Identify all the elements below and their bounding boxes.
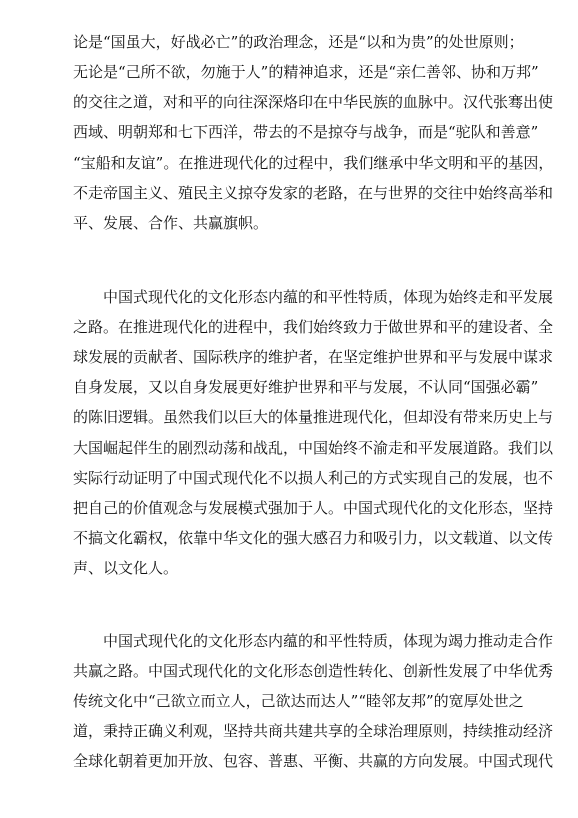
text-line: 自身发展，又以自身发展更好维护世界和平与发展，不认同“国强必霸”: [73, 378, 539, 396]
text-line: 球发展的贡献者、国际秩序的维护者，在坚定维护世界和平与发展中谋求: [73, 348, 554, 366]
text-line: 中国式现代化的文化形态内蕴的和平性特质，体现为始终走和平发展: [103, 288, 554, 306]
text-line: 中国式现代化的文化形态内蕴的和平性特质，体现为竭力推动走合作: [103, 632, 554, 650]
text-line: “宝船和友谊”。在推进现代化的过程中，我们继承中华文明和平的基因，: [73, 154, 554, 172]
text-line: 平、发展、合作、共赢旗帜。: [73, 214, 269, 232]
text-line: 声、以文化人。: [73, 559, 179, 577]
text-line: 共赢之路。中国式现代化的文化形态创造性转化、创新性发展了中华优秀: [73, 662, 554, 680]
text-line: 之路。在推进现代化的进程中，我们始终致力于做世界和平的建设者、全: [73, 318, 554, 336]
text-line: 的交往之道，对和平的向往深深烙印在中华民族的血脉中。汉代张骞出使: [73, 93, 554, 111]
text-line: 不搞文化霸权，依靠中华文化的强大感召力和吸引力，以文载道、以文传: [73, 529, 554, 547]
text-line: 大国崛起伴生的剧烈动荡和战乱，中国始终不渝走和平发展道路。我们以: [73, 439, 554, 457]
text-line: 道，秉持正确义利观，坚持共商共建共享的全球治理原则，持续推动经济: [73, 722, 554, 740]
text-line: 的陈旧逻辑。虽然我们以巨大的体量推进现代化，但却没有带来历史上与: [73, 408, 554, 426]
text-line: 论是“国虽大，好战必亡”的政治理念，还是“以和为贵”的处世原则；: [73, 33, 524, 51]
text-line: 西域、明朝郑和七下西洋，带去的不是掠夺与战争，而是“驼队和善意”: [73, 123, 539, 141]
text-line: 传统文化中“己欲立而立人，己欲达而达人”“睦邻友邦”的宽厚处世之: [73, 692, 524, 710]
text-line: 全球化朝着更加开放、包容、普惠、平衡、共赢的方向发展。中国式现代: [73, 752, 554, 770]
text-line: 不走帝国主义、殖民主义掠夺发家的老路，在与世界的交往中始终高举和: [73, 184, 554, 202]
text-line: 把自己的价值观念与发展模式强加于人。中国式现代化的文化形态，坚持: [73, 499, 554, 517]
text-line: 实际行动证明了中国式现代化不以损人利己的方式实现自己的发展，也不: [73, 469, 554, 487]
text-line: 无论是“己所不欲，勿施于人”的精神追求，还是“亲仁善邻、协和万邦”: [73, 63, 539, 81]
